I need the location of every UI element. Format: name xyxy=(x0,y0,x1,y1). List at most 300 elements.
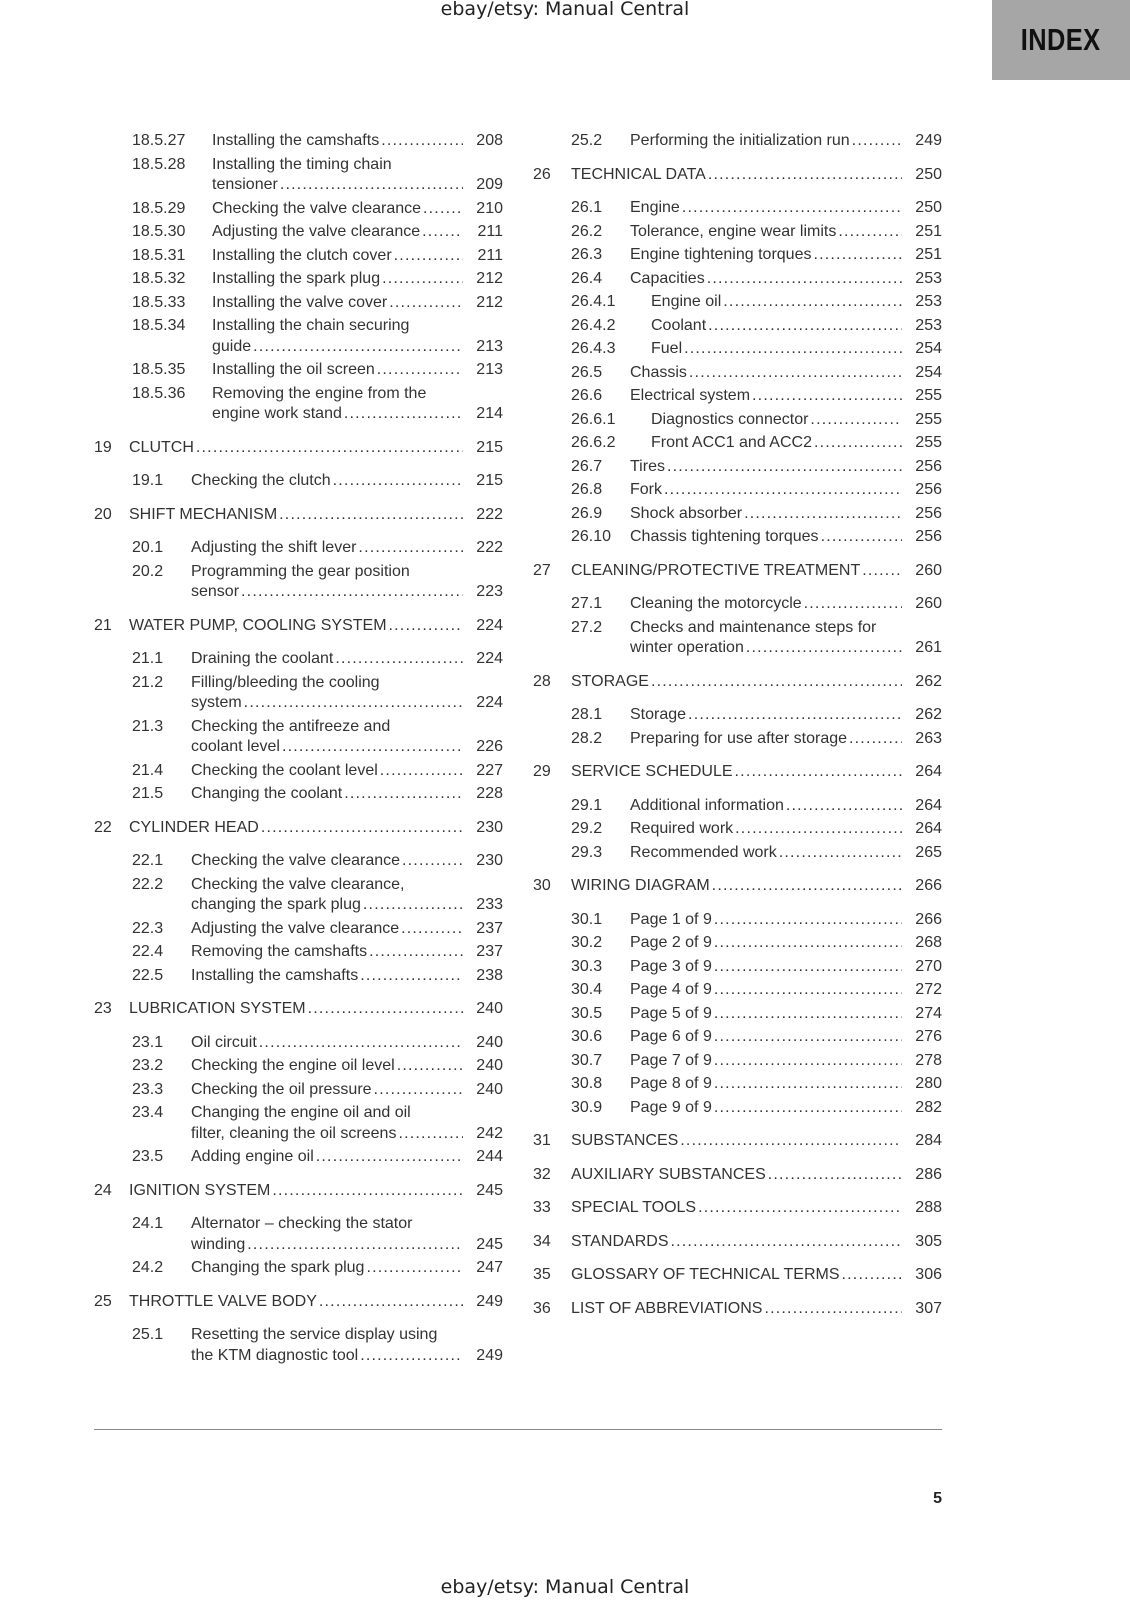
toc-entry-page: 261 xyxy=(915,639,942,656)
toc-entry-page: 255 xyxy=(915,387,942,404)
toc-section-entry[interactable] xyxy=(533,1098,942,1122)
toc-entry-title: Tires xyxy=(630,457,665,475)
toc-entry-number: 26.6.2 xyxy=(571,434,616,451)
toc-entry-page: 274 xyxy=(915,1004,942,1022)
toc-section-entry[interactable] xyxy=(533,316,942,340)
toc-section-entry[interactable] xyxy=(94,673,503,717)
toc-entry-title: Front ACC1 and ACC2 xyxy=(651,434,812,451)
toc-entry-page: 213 xyxy=(476,361,503,378)
toc-entry-title: Resetting the service display using xyxy=(191,1326,438,1343)
dot-leader xyxy=(366,1258,463,1279)
toc-entry-page: 265 xyxy=(915,843,942,861)
toc-entry-number: 18.5.35 xyxy=(132,361,186,378)
toc-section-entry[interactable] xyxy=(533,594,942,618)
toc-entry-page: 253 xyxy=(915,269,942,287)
dot-leader xyxy=(714,1004,902,1025)
toc-entry-number: 30.6 xyxy=(571,1028,603,1045)
dot-leader xyxy=(259,1033,463,1054)
toc-entry-page: 260 xyxy=(915,561,942,579)
toc-section-entry[interactable] xyxy=(533,410,942,434)
toc-section-entry[interactable] xyxy=(94,384,503,428)
toc-section-entry[interactable] xyxy=(533,386,942,410)
dot-leader xyxy=(423,199,463,220)
toc-entry-number: 30.7 xyxy=(571,1051,603,1069)
dot-leader xyxy=(389,293,463,314)
toc-entry-title: tensioner xyxy=(212,176,278,193)
toc-entry-number: 29 xyxy=(533,763,551,780)
toc-entry-page: 280 xyxy=(915,1075,942,1092)
dot-leader xyxy=(698,1198,902,1219)
toc-entry-title: IGNITION SYSTEM xyxy=(129,1181,271,1199)
toc-left-column xyxy=(94,131,503,1369)
toc-entry-title: CLEANING/PROTECTIVE TREATMENT xyxy=(571,561,861,579)
toc-entry-number: 26.6 xyxy=(571,387,603,404)
toc-entry-number: 18.5.29 xyxy=(132,199,186,217)
toc-section-entry[interactable] xyxy=(94,1147,503,1171)
toc-entry-page: 266 xyxy=(915,877,942,894)
toc-entry-number: 29.2 xyxy=(571,820,603,837)
toc-entry-number: 23.5 xyxy=(132,1148,164,1165)
toc-entry-title: GLOSSARY OF TECHNICAL TERMS xyxy=(571,1266,840,1283)
toc-entry-title: Page 4 of 9 xyxy=(630,981,712,998)
toc-section-entry[interactable] xyxy=(533,957,942,981)
toc-entry-page: 230 xyxy=(476,818,503,836)
toc-entry-title: Fork xyxy=(630,481,662,498)
dot-leader xyxy=(852,131,902,152)
toc-entry-number: 26.1 xyxy=(571,199,603,216)
toc-chapter-entry[interactable] xyxy=(533,165,942,189)
toc-entry-number: 33 xyxy=(533,1199,551,1216)
toc-entry-number: 26.8 xyxy=(571,481,603,498)
dot-leader xyxy=(849,729,902,750)
toc-entry-number: 35 xyxy=(533,1266,551,1283)
toc-entry-title: engine work stand xyxy=(212,405,342,422)
toc-entry-number: 23.4 xyxy=(132,1104,164,1121)
toc-entry-title: SUBSTANCES xyxy=(571,1132,679,1149)
toc-section-entry[interactable] xyxy=(94,784,503,808)
toc-entry-page: 255 xyxy=(915,410,942,428)
dot-leader xyxy=(752,386,902,407)
toc-entry-page: 245 xyxy=(476,1181,503,1199)
toc-entry-page: 222 xyxy=(476,505,503,523)
dot-leader xyxy=(708,165,902,186)
toc-entry-title: Page 6 of 9 xyxy=(630,1028,712,1045)
toc-entry-number: 32 xyxy=(533,1165,551,1183)
toc-entry-number: 18.5.28 xyxy=(132,155,186,173)
toc-entry-page: 240 xyxy=(476,1057,503,1074)
toc-entry-page: 260 xyxy=(915,595,942,612)
toc-section-entry[interactable] xyxy=(533,480,942,504)
toc-chapter-entry[interactable] xyxy=(94,999,503,1023)
toc-entry-number: 20.2 xyxy=(132,562,164,580)
toc-section-entry[interactable] xyxy=(533,729,942,753)
toc-entry-title: winding xyxy=(191,1235,246,1253)
toc-section-entry[interactable] xyxy=(94,316,503,360)
toc-entry-page: 223 xyxy=(476,583,503,600)
dot-leader xyxy=(667,457,902,478)
dot-leader xyxy=(746,638,902,659)
toc-entry-title: Installing the valve cover xyxy=(212,293,388,311)
toc-entry-title: SERVICE SCHEDULE xyxy=(571,763,733,780)
toc-section-entry[interactable] xyxy=(533,292,942,316)
toc-section-entry[interactable] xyxy=(533,618,942,662)
toc-entry-page: 264 xyxy=(915,796,942,814)
toc-entry-title: winter operation xyxy=(630,639,744,656)
dot-leader xyxy=(253,337,463,358)
toc-entry-number: 24.1 xyxy=(132,1215,164,1232)
index-tab-label: INDEX xyxy=(1021,22,1101,57)
toc-entry-title: AUXILIARY SUBSTANCES xyxy=(571,1165,766,1183)
dot-leader xyxy=(842,1265,902,1286)
toc-entry-number: 23.2 xyxy=(132,1057,164,1074)
dot-leader xyxy=(272,1181,463,1202)
toc-entry-page: 238 xyxy=(476,966,503,984)
toc-section-entry[interactable] xyxy=(94,1056,503,1080)
toc-section-entry[interactable] xyxy=(94,269,503,293)
toc-entry-page: 227 xyxy=(476,761,503,779)
toc-section-entry[interactable] xyxy=(533,1074,942,1098)
toc-entry-title: Draining the coolant xyxy=(191,650,334,667)
dot-leader xyxy=(380,761,463,782)
toc-entry-page: 250 xyxy=(915,199,942,216)
toc-section-entry[interactable] xyxy=(94,360,503,384)
toc-section-entry[interactable] xyxy=(533,131,942,155)
toc-entry-page: 249 xyxy=(476,1292,503,1310)
toc-entry-number: 23.1 xyxy=(132,1033,164,1051)
toc-section-entry[interactable] xyxy=(533,933,942,957)
dot-leader xyxy=(714,1027,902,1048)
dot-leader xyxy=(664,480,902,501)
toc-entry-page: 249 xyxy=(915,132,942,149)
dot-leader xyxy=(714,980,902,1001)
toc-entry-title: Page 5 of 9 xyxy=(630,1004,712,1022)
toc-entry-title: Engine oil xyxy=(651,293,722,310)
dot-leader xyxy=(308,999,463,1020)
toc-chapter-entry[interactable] xyxy=(94,438,503,462)
toc-section-entry[interactable] xyxy=(94,1103,503,1147)
toc-entry-page: 233 xyxy=(476,896,503,913)
toc-entry-title: Coolant xyxy=(651,316,707,334)
toc-section-entry[interactable] xyxy=(94,538,503,562)
toc-entry-title: Filling/bleeding the cooling xyxy=(191,673,380,691)
dot-leader xyxy=(280,175,463,196)
toc-entry-number: 22.5 xyxy=(132,966,164,984)
toc-section-entry[interactable] xyxy=(533,363,942,387)
dot-leader xyxy=(397,1056,463,1077)
toc-section-entry[interactable] xyxy=(533,1051,942,1075)
dot-leader xyxy=(377,360,463,381)
toc-entry-title: Additional information xyxy=(630,796,784,814)
toc-section-entry[interactable] xyxy=(94,1258,503,1282)
toc-entry-title: Engine xyxy=(630,199,680,216)
toc-entry-page: 209 xyxy=(476,176,503,193)
toc-entry-title: Removing the camshafts xyxy=(191,943,368,960)
toc-chapter-entry[interactable] xyxy=(533,672,942,696)
toc-section-entry[interactable] xyxy=(94,471,503,495)
dot-leader xyxy=(682,198,902,219)
toc-entry-title: Preparing for use after storage xyxy=(630,729,848,747)
toc-entry-page: 278 xyxy=(915,1051,942,1069)
toc-entry-title: Checking the antifreeze and xyxy=(191,717,391,735)
toc-entry-page: 263 xyxy=(915,729,942,747)
toc-section-entry[interactable] xyxy=(94,1325,503,1369)
toc-entry-number: 21.5 xyxy=(132,785,164,802)
dot-leader xyxy=(714,910,902,931)
toc-section-entry[interactable] xyxy=(533,433,942,457)
toc-entry-number: 29.1 xyxy=(571,796,603,814)
toc-chapter-entry[interactable] xyxy=(94,1292,503,1316)
toc-entry-page: 286 xyxy=(915,1165,942,1183)
toc-entry-number: 30.9 xyxy=(571,1098,603,1116)
toc-section-entry[interactable] xyxy=(533,339,942,363)
toc-entry-title: Storage xyxy=(630,706,687,723)
dot-leader xyxy=(244,693,463,714)
toc-chapter-entry[interactable] xyxy=(533,1299,942,1323)
toc-entry-number: 21.1 xyxy=(132,650,164,667)
toc-entry-page: 288 xyxy=(915,1199,942,1216)
dot-leader xyxy=(684,339,902,360)
toc-entry-page: 270 xyxy=(915,957,942,975)
toc-entry-page: 222 xyxy=(476,539,503,556)
toc-section-entry[interactable] xyxy=(533,269,942,293)
dot-leader xyxy=(333,471,463,492)
toc-section-entry[interactable] xyxy=(533,1004,942,1028)
toc-entry-number: 27.2 xyxy=(571,618,603,636)
toc-entry-number: 18.5.27 xyxy=(132,132,186,149)
toc-entry-number: 22 xyxy=(94,818,112,836)
dot-leader xyxy=(688,705,902,726)
toc-entry-number: 22.4 xyxy=(132,943,164,960)
toc-chapter-entry[interactable] xyxy=(533,762,942,786)
toc-entry-number: 26.10 xyxy=(571,528,612,545)
toc-section-entry[interactable] xyxy=(533,843,942,867)
toc-entry-page: 255 xyxy=(915,434,942,451)
toc-chapter-entry[interactable] xyxy=(533,1165,942,1189)
dot-leader xyxy=(316,1147,463,1168)
toc-section-entry[interactable] xyxy=(533,705,942,729)
toc-entry-page: 212 xyxy=(476,293,503,311)
toc-entry-page: 215 xyxy=(476,438,503,456)
toc-entry-page: 276 xyxy=(915,1028,942,1045)
toc-entry-title: Checking the clutch xyxy=(191,472,331,489)
dot-leader xyxy=(712,876,902,897)
toc-entry-title: sensor xyxy=(191,583,240,600)
toc-entry-number: 21.3 xyxy=(132,717,164,735)
toc-chapter-entry[interactable] xyxy=(533,1131,942,1155)
toc-chapter-entry[interactable] xyxy=(533,876,942,900)
toc-entry-number: 30.3 xyxy=(571,957,603,975)
toc-entry-title: Checking the valve clearance xyxy=(212,199,422,217)
toc-entry-title: Page 3 of 9 xyxy=(630,957,712,975)
toc-entry-page: 284 xyxy=(915,1132,942,1149)
dot-leader xyxy=(335,649,463,670)
toc-entry-number: 21.4 xyxy=(132,761,164,779)
toc-entry-title: WATER PUMP, COOLING SYSTEM xyxy=(129,616,387,634)
toc-section-entry[interactable] xyxy=(94,199,503,223)
dot-leader xyxy=(369,942,463,963)
toc-section-entry[interactable] xyxy=(94,649,503,673)
dot-leader xyxy=(358,538,463,559)
toc-entry-title: THROTTLE VALVE BODY xyxy=(129,1292,317,1310)
toc-chapter-entry[interactable] xyxy=(94,1181,503,1205)
toc-entry-page: 211 xyxy=(477,246,503,264)
toc-entry-number: 18.5.34 xyxy=(132,317,186,334)
toc-entry-title: Installing the camshafts xyxy=(212,132,380,149)
toc-entry-number: 22.2 xyxy=(132,875,164,893)
toc-entry-title: Required work xyxy=(630,820,734,837)
toc-chapter-entry[interactable] xyxy=(533,1265,942,1289)
toc-entry-title: Recommended work xyxy=(630,843,777,861)
toc-entry-title: WIRING DIAGRAM xyxy=(571,877,710,894)
dot-leader xyxy=(707,269,902,290)
dot-leader xyxy=(401,919,463,940)
toc-section-entry[interactable] xyxy=(533,527,942,551)
toc-entry-number: 26 xyxy=(533,165,551,183)
toc-entry-number: 26.2 xyxy=(571,222,603,240)
toc-entry-title: CYLINDER HEAD xyxy=(129,818,259,836)
toc-right-column xyxy=(533,131,942,1332)
dot-leader xyxy=(389,616,463,637)
toc-entry-number: 26.6.1 xyxy=(571,410,616,428)
toc-section-entry[interactable] xyxy=(533,910,942,934)
toc-entry-title: Oil circuit xyxy=(191,1033,257,1051)
toc-chapter-entry[interactable] xyxy=(94,616,503,640)
dot-leader xyxy=(714,1074,902,1095)
toc-section-entry[interactable] xyxy=(533,796,942,820)
watermark-bottom: ebay/etsy: Manual Central xyxy=(440,1576,690,1598)
toc-section-entry[interactable] xyxy=(533,504,942,528)
toc-chapter-entry[interactable] xyxy=(533,561,942,585)
toc-entry-title: Capacities xyxy=(630,269,705,287)
page-number: 5 xyxy=(933,1490,942,1507)
toc-entry-page: 251 xyxy=(915,222,942,240)
toc-entry-page: 262 xyxy=(915,706,942,723)
index-tab xyxy=(992,0,1130,80)
dot-leader xyxy=(838,222,902,243)
dot-leader xyxy=(708,316,902,337)
toc-entry-page: 242 xyxy=(476,1124,503,1142)
toc-entry-title: Adjusting the shift lever xyxy=(191,539,357,556)
toc-entry-page: 256 xyxy=(915,504,942,522)
footer-divider xyxy=(94,1429,942,1430)
toc-entry-title: Removing the engine from the xyxy=(212,384,427,402)
toc-section-entry[interactable] xyxy=(533,457,942,481)
toc-entry-title: Installing the camshafts xyxy=(191,966,359,984)
toc-section-entry[interactable] xyxy=(94,1214,503,1258)
toc-entry-page: 262 xyxy=(915,672,942,690)
toc-section-entry[interactable] xyxy=(94,966,503,990)
dot-leader xyxy=(714,933,902,954)
toc-section-entry[interactable] xyxy=(94,942,503,966)
toc-entry-page: 254 xyxy=(915,340,942,357)
toc-section-entry[interactable] xyxy=(94,293,503,317)
toc-section-entry[interactable] xyxy=(94,717,503,761)
toc-entry-title: guide xyxy=(212,337,252,355)
toc-entry-number: 28.2 xyxy=(571,729,603,747)
toc-entry-page: 282 xyxy=(915,1098,942,1116)
toc-entry-page: 224 xyxy=(476,650,503,667)
toc-section-entry[interactable] xyxy=(94,851,503,875)
toc-entry-number: 34 xyxy=(533,1232,551,1250)
toc-entry-title: filter, cleaning the oil screens xyxy=(191,1124,397,1142)
toc-section-entry[interactable] xyxy=(533,222,942,246)
toc-section-entry[interactable] xyxy=(94,875,503,919)
toc-entry-number: 30 xyxy=(533,877,551,894)
toc-entry-title: Changing the engine oil and oil xyxy=(191,1104,411,1121)
toc-section-entry[interactable] xyxy=(94,131,503,155)
toc-section-entry[interactable] xyxy=(533,1027,942,1051)
toc-entry-title: Changing the coolant xyxy=(191,785,343,802)
toc-chapter-entry[interactable] xyxy=(533,1198,942,1222)
dot-leader xyxy=(247,1235,463,1256)
toc-chapter-entry[interactable] xyxy=(533,1232,942,1256)
toc-section-entry[interactable] xyxy=(94,155,503,199)
toc-section-entry[interactable] xyxy=(533,819,942,843)
dot-leader xyxy=(261,818,463,839)
toc-entry-title: Checking the valve clearance, xyxy=(191,875,405,893)
toc-entry-number: 26.4.1 xyxy=(571,293,616,310)
toc-entry-number: 26.4.3 xyxy=(571,340,616,357)
toc-section-entry[interactable] xyxy=(94,1033,503,1057)
toc-entry-title: Diagnostics connector xyxy=(651,410,809,428)
toc-entry-title: Page 9 of 9 xyxy=(630,1098,712,1116)
toc-entry-number: 23.3 xyxy=(132,1080,164,1098)
toc-entry-page: 272 xyxy=(915,981,942,998)
dot-leader xyxy=(735,762,902,783)
toc-entry-number: 18.5.33 xyxy=(132,293,186,311)
toc-section-entry[interactable] xyxy=(94,562,503,606)
toc-section-entry[interactable] xyxy=(94,919,503,943)
toc-entry-title: Checking the valve clearance xyxy=(191,852,401,869)
toc-entry-page: 210 xyxy=(476,199,503,217)
toc-entry-title: Fuel xyxy=(651,340,683,357)
toc-entry-number: 27 xyxy=(533,561,551,579)
toc-section-entry[interactable] xyxy=(533,245,942,269)
toc-entry-title: coolant level xyxy=(191,738,280,755)
toc-entry-page: 215 xyxy=(476,472,503,489)
toc-section-entry[interactable] xyxy=(94,246,503,270)
toc-section-entry[interactable] xyxy=(94,1080,503,1104)
toc-entry-page: 268 xyxy=(915,934,942,951)
dot-leader xyxy=(862,561,902,582)
toc-section-entry[interactable] xyxy=(533,980,942,1004)
toc-entry-number: 31 xyxy=(533,1132,551,1149)
dot-leader xyxy=(735,819,902,840)
toc-entry-number: 30.8 xyxy=(571,1075,603,1092)
toc-entry-page: 306 xyxy=(915,1266,942,1283)
toc-entry-page: 244 xyxy=(476,1148,503,1165)
watermark-top: ebay/etsy: Manual Central xyxy=(440,0,690,20)
toc-entry-page: 251 xyxy=(915,246,942,263)
toc-entry-page: 256 xyxy=(915,528,942,545)
dot-leader xyxy=(360,966,463,987)
toc-entry-title: Performing the initialization run xyxy=(630,132,850,149)
dot-leader xyxy=(394,246,463,267)
toc-section-entry[interactable] xyxy=(94,222,503,246)
toc-entry-page: 240 xyxy=(476,1033,503,1051)
dot-leader xyxy=(319,1292,463,1313)
dot-leader xyxy=(779,843,902,864)
toc-entry-page: 253 xyxy=(915,316,942,334)
toc-section-entry[interactable] xyxy=(94,761,503,785)
toc-section-entry[interactable] xyxy=(533,198,942,222)
toc-chapter-entry[interactable] xyxy=(94,818,503,842)
toc-entry-title: LIST OF ABBREVIATIONS xyxy=(571,1299,763,1317)
dot-leader xyxy=(764,1299,902,1320)
toc-chapter-entry[interactable] xyxy=(94,505,503,529)
toc-entry-title: SPECIAL TOOLS xyxy=(571,1199,697,1216)
toc-entry-title: Page 7 of 9 xyxy=(630,1051,712,1069)
